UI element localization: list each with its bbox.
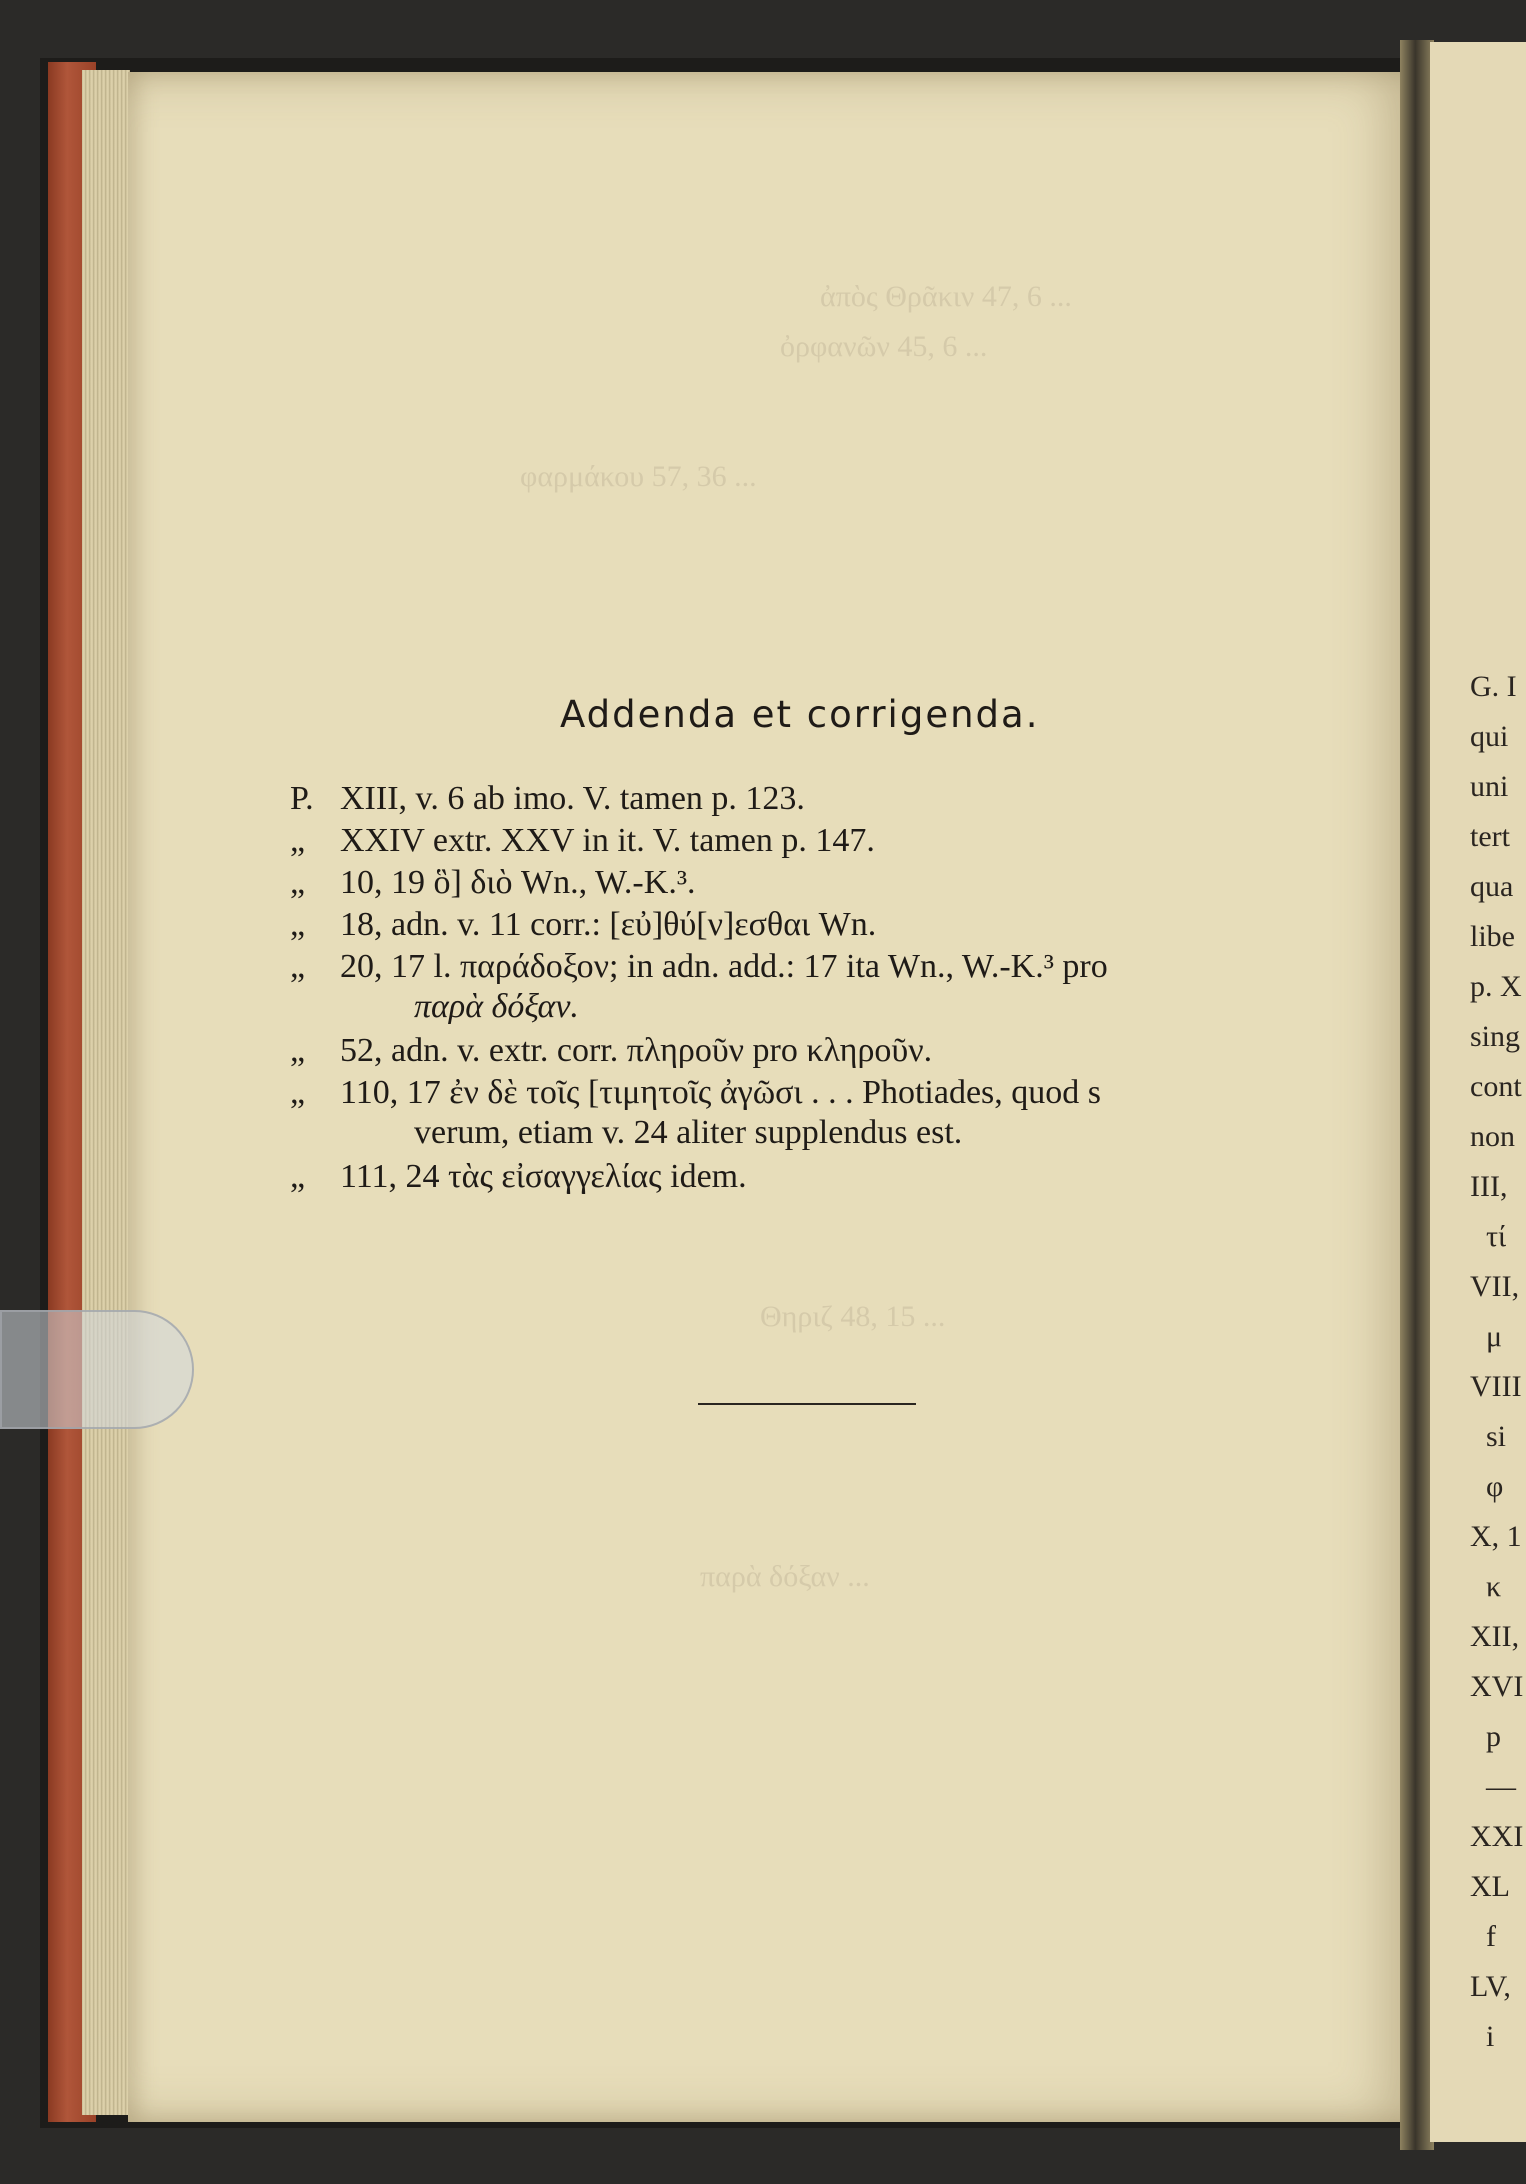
right-line: libe — [1470, 920, 1515, 953]
corrigenda-entry — [290, 904, 1350, 946]
bleed-through-text: ἀπὸς Θρᾶκιν 47, 6 ... — [820, 280, 1072, 313]
entry-mark: „ — [290, 906, 306, 943]
entry-mark: P. — [290, 780, 314, 817]
corrigenda-entry — [290, 820, 1350, 862]
right-line: κ — [1486, 1570, 1502, 1603]
right-line: X, 1 — [1470, 1520, 1522, 1553]
right-line: φ — [1486, 1470, 1504, 1503]
right-line: — — [1486, 1770, 1516, 1803]
right-line: tert — [1470, 820, 1510, 853]
bleed-through-text: ὀρφανῶν 45, 6 ... — [780, 330, 988, 363]
page-title: Addenda et corrigenda. — [560, 693, 1040, 736]
right-line: p. X — [1470, 970, 1522, 1003]
entry-text: 20, 17 l. παράδοξον; in adn. add.: 17 ita Wn., W.-K.³ pro — [340, 948, 1108, 985]
entry-text: 111, 24 τὰς εἰσαγγελίας idem. — [340, 1158, 747, 1195]
right-line: LV, — [1470, 1970, 1511, 2003]
right-line: i — [1486, 2020, 1495, 2053]
right-line: qua — [1470, 870, 1514, 903]
entry-mark: „ — [290, 864, 306, 901]
entry-text: 52, adn. v. extr. corr. πληροῦν pro κληροῦν. — [340, 1032, 933, 1069]
entry-text: XIII, v. 6 ab imo. V. tamen p. 123. — [340, 780, 805, 817]
corrigenda-entry — [290, 1030, 1350, 1072]
right-line: cont — [1470, 1070, 1522, 1103]
right-line: qui — [1470, 720, 1509, 753]
entry-text: 110, 17 ἐν δὲ τοῖς [τιμητοῖς ἀγῶσι . . . Photiades, quod s — [340, 1074, 1102, 1111]
corrigenda-entry — [290, 946, 1350, 988]
bleed-through-text: Θηριζ 48, 15 ... — [760, 1300, 946, 1333]
bleed-through-text: παρὰ δόξαν ... — [700, 1560, 870, 1593]
right-line: XXI — [1470, 1820, 1524, 1853]
corrigenda-entry — [290, 778, 1350, 820]
closing-rule — [698, 1403, 916, 1405]
right-line: XVI — [1470, 1670, 1524, 1703]
entry-mark: „ — [290, 1158, 306, 1195]
right-line: non — [1470, 1120, 1515, 1153]
right-line: μ — [1486, 1320, 1503, 1353]
entry-mark: „ — [290, 1032, 306, 1069]
corrigenda-entry — [290, 1156, 1350, 1198]
right-line: uni — [1470, 770, 1509, 803]
bleed-through-text: φαρμάκου 57, 36 ... — [520, 460, 757, 493]
entry-continuation: verum, etiam v. 24 aliter supplendus est. — [414, 1114, 963, 1151]
right-line: si — [1486, 1420, 1507, 1453]
right-line: G. I — [1470, 670, 1517, 703]
entry-continuation: παρὰ δόξαν. — [414, 988, 579, 1025]
right-line: p — [1486, 1720, 1501, 1753]
entry-mark: „ — [290, 948, 306, 985]
corrigenda-entry — [290, 1072, 1350, 1114]
entry-mark: „ — [290, 822, 306, 859]
right-line: XL — [1470, 1870, 1510, 1903]
entry-text: 10, 19 ὃ] διὸ Wn., W.-K.³. — [340, 864, 696, 901]
right-line: f — [1486, 1920, 1496, 1953]
corrigenda-entry — [290, 862, 1350, 904]
right-line: XII, — [1470, 1620, 1520, 1653]
right-line: τί — [1486, 1220, 1507, 1253]
entry-text: XXIV extr. XXV in it. V. tamen p. 147. — [340, 822, 875, 859]
right-line: sing — [1470, 1020, 1521, 1053]
right-line: VII, — [1470, 1270, 1520, 1303]
entry-text: 18, adn. v. 11 corr.: [εὐ]θύ[ν]εσθαι Wn. — [340, 906, 877, 943]
right-line: VIII — [1470, 1370, 1522, 1403]
right-line: III, — [1470, 1170, 1508, 1203]
entry-mark: „ — [290, 1074, 306, 1111]
